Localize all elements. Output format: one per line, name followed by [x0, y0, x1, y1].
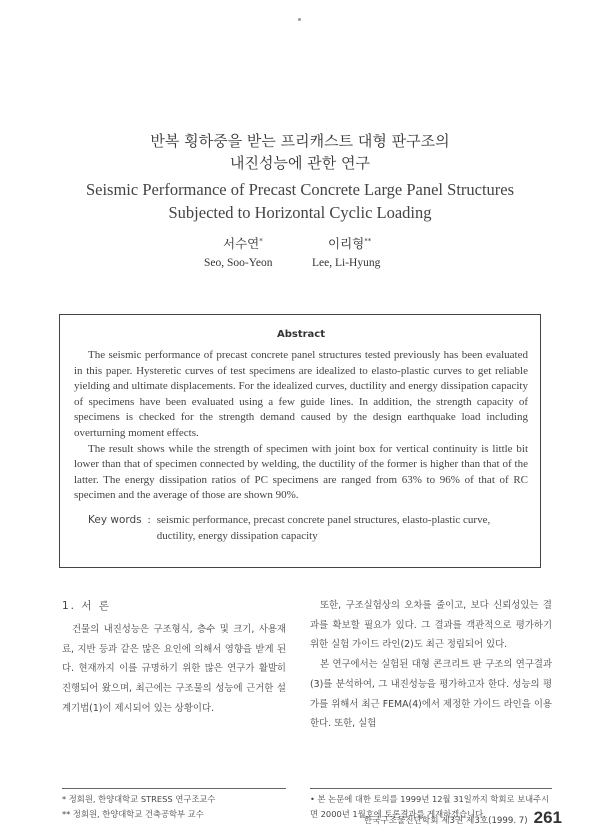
scan-speck: [298, 18, 301, 21]
title-korean-line1: 반복 횡하중을 받는 프리캐스트 대형 판구조의: [150, 132, 450, 150]
author-1-korean: 서수연*: [223, 236, 263, 251]
abstract-box: [59, 314, 541, 568]
abstract-heading: Abstract: [276, 329, 326, 340]
keywords-list: seismic performance, precast concrete panel structures, elasto-plastic curve, ductility, energy dissipation capacity: [156, 513, 491, 542]
footnote-author-2: ** 정회원, 한양대학교 건축공학부 교수: [62, 809, 204, 819]
left-column: [62, 620, 286, 719]
footnote-author-1: * 정회원, 한양대학교 STRESS 연구조교수: [62, 794, 216, 804]
footnote-rule-right: [310, 788, 552, 789]
keywords-colon: :: [147, 513, 151, 526]
page-footer: [364, 808, 562, 828]
left-column-paragraph: 건물의 내진성능은 구조형식, 층수 및 크기, 사용재료, 지반 등과 같은 많은 요인에 의해서 영향을 받게 된다. 현재까지 이를 규명하기 위한 많은 연구가 활발히 진행되어 왔으며, 최근에는 구조물의 성능에 근거한 설계기법(1)이 제시되어 있는 상황이다.: [62, 624, 286, 714]
abstract-paragraph-1: The seismic performance of precast concrete panel structures tested previously has been evaluated in this paper. Hysteretic curves of test specimens are idealized to elasto-plastic curves to get reliable yielding and ultimate displacements. For the idealized curves, ductility and energy dissipation capacity of specimens have been evaluated using a few guide lines. In addition, the strength capacity of specimens is checked for the strength demand caused by the design earthquake load including overturning moment effects.: [74, 349, 528, 439]
author-2-english: Lee, Li-Hyung: [312, 257, 381, 269]
author-footnotes: [62, 792, 292, 822]
right-column-paragraph-1: 또한, 구조실험상의 오차를 줄이고, 보다 신뢰성있는 결과를 확보할 필요가 있다. 그 결과를 객관적으로 평가하기 위한 실험 가이드 라인(2)도 최근 정립되어 있다.: [310, 600, 552, 651]
author-1-english: Seo, Soo-Yeon: [204, 257, 273, 269]
journal-citation: 한국구조물진단학회 제3권 제3호(1999. 7): [363, 816, 528, 826]
footnote-rule-left: [62, 788, 286, 789]
keywords-row: [74, 513, 528, 544]
discussion-footnote: • 본 논문에 대한 토의를 1999년 12월 31일까지 학회로 보내주시면 2000년 1월호에 토론결과를 게재하겠습니다.: [310, 794, 550, 819]
right-column-paragraph-2: 본 연구에서는 실험된 대형 콘크리트 판 구조의 연구결과(3)를 분석하여, 그 내진성능을 평가하고자 한다. 성능의 평가를 위해서 최근 FEMA(4)에서 제정한 가이드 라인을 이용한다. 또한, 실험: [310, 659, 552, 730]
abstract-paragraph-2: The result shows while the strength of specimen with joint box for vertical continuity is little bit lower than that of specimen connected by welding, the ductility of the former is higher than that of the latter. The energy dissipation ratios of PC specimens are ranged from 63% to 96% of that of RC specimen and the average of those are shown 90%.: [74, 442, 528, 502]
section-heading-introduction: 1. 서 론: [62, 600, 111, 612]
title-korean-line2: 내진성능에 관한 연구: [230, 154, 370, 172]
title-english-line2: Subjected to Horizontal Cyclic Loading: [168, 203, 432, 222]
keywords-label: Key words: [88, 513, 142, 526]
author-2-korean: 이리형**: [328, 236, 372, 251]
page-number: 261: [533, 808, 562, 827]
title-english-line1: Seismic Performance of Precast Concrete Large Panel Structures: [85, 180, 515, 199]
right-column: [310, 596, 552, 734]
